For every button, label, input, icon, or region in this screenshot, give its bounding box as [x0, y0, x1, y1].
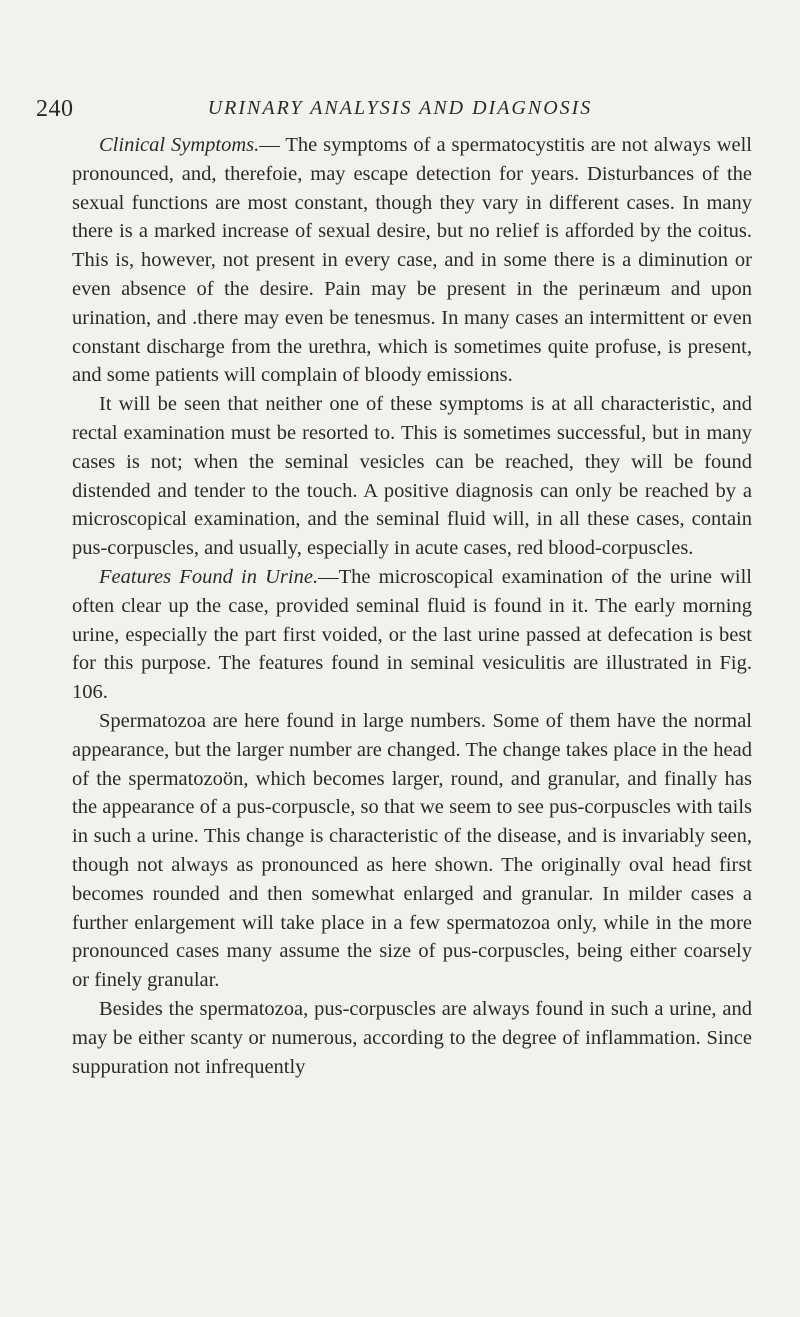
paragraph-spermatozoa — [72, 707, 752, 995]
page-header — [0, 96, 800, 126]
body-text — [72, 131, 752, 1081]
paragraph-text: Spermatozoa are here found in large numbers. Some of them have the normal appearance, but the larger number are changed. The change takes place in the head of the spermatozoön, which becomes larger, round, and granular, and finally has the appearance of a pus-corpuscle, so that we seem to see pus-corpuscles with tails in such a urine. This change is characteristic of the disease, and is invariably seen, though not always as pronounced as here shown. The originally oval head first becomes rounded and then somewhat enlarged and granular. In milder cases a further enlargement will take place in a few spermatozoa only, while in the more pronounced cases many assume the size of pus-corpuscles, being either coarsely or finely granular. — [72, 709, 752, 992]
section-heading-clinical-symptoms: Clinical Symptoms. — [99, 134, 260, 156]
paragraph-text: Besides the spermatozoa, pus-corpuscles are always found in such a urine, and may be either scanty or numerous, according to the degree of inflammation. Since suppuration not infrequently — [72, 997, 752, 1078]
paragraph-rectal-examination — [72, 390, 752, 563]
paragraph-pus-corpuscles — [72, 995, 752, 1081]
paragraph-text: —The microscopical examination of the urine will often clear up the case, provided seminal fluid is found in it. The early morning urine, especially the part first voided, or the last urine passed at defecation is best for this purpose. The features found in seminal vesiculitis are illustrated in Fig. 106. — [72, 565, 752, 704]
running-head: URINARY ANALYSIS AND DIAGNOSIS — [207, 97, 593, 119]
paragraph-clinical-symptoms — [72, 131, 752, 390]
paragraph-features-found-in-urine — [72, 563, 752, 707]
paragraph-text: — The symptoms of a spermatocystitis are not always well pronounced, and, therefoie, may escape detection for years. Disturbances of the sexual functions are most constant, though they vary in different cases. In many there is a marked increase of sexual desire, but no relief is afforded by the coitus. This is, however, not present in every case, and in some there is a diminution or even absence of the desire. Pain may be present in the perinæum and upon urination, and .there may even be tenesmus. In many cases an intermittent or even constant discharge from the urethra, which is sometimes quite profuse, is present, and some patients will complain of bloody emissions. — [72, 134, 752, 387]
section-heading-features-found-in-urine: Features Found in Urine. — [99, 565, 319, 588]
page-number: 240 — [36, 96, 74, 122]
paragraph-text: It will be seen that neither one of these symptoms is at all characteristic, and rectal examination must be resorted to. This is sometimes successful, but in many cases is not; when the seminal vesicles can be reached, they will be found distended and tender to the touch. A positive diagnosis can only be reached by a microscopical examination, and the seminal fluid will, in all these cases, contain pus-corpuscles, and usually, especially in acute cases, red blood-corpuscles. — [72, 393, 752, 560]
